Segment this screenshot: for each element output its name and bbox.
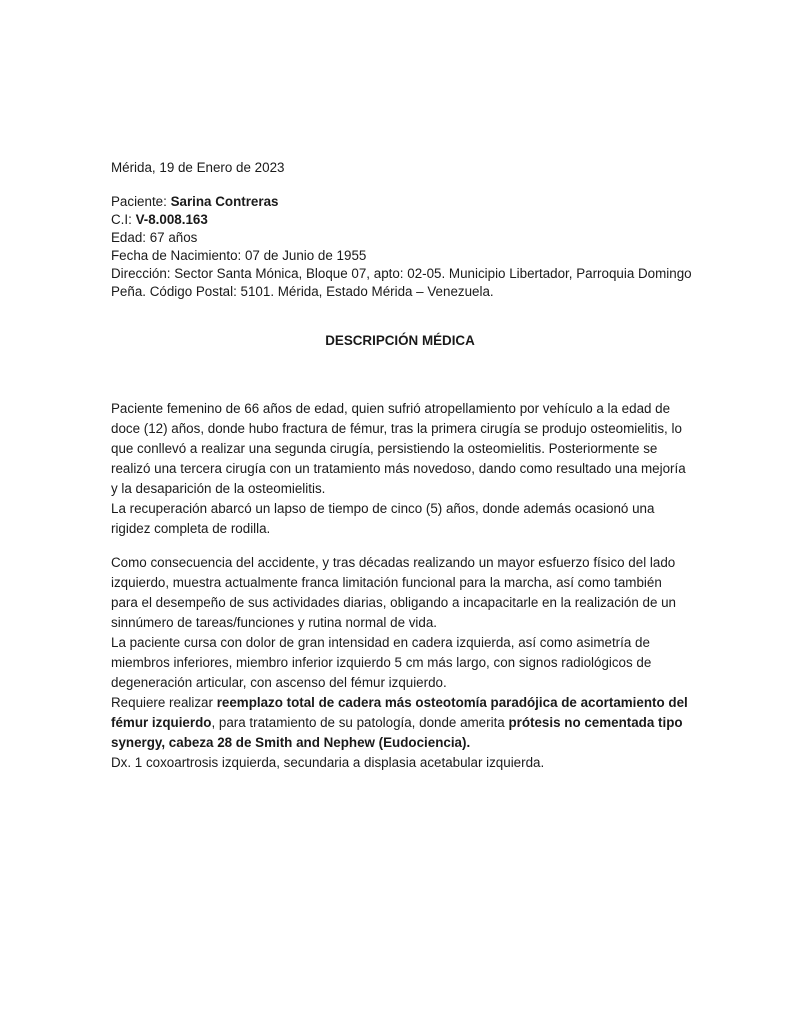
document-title: DESCRIPCIÓN MÉDICA — [325, 333, 475, 348]
procedure-name: reemplazo total de cadera más osteotomía paradójica de acortamiento del fémur izquierdo — [111, 695, 688, 730]
patient-id-label: C.I: — [111, 212, 136, 227]
history-paragraph: Paciente femenino de 66 años de edad, quien sufrió atropellamiento por vehículo a la edad de doce (12) años, donde hubo fractura de fémur, tras la primera cirugía se produjo osteomielitis, lo que conllevó a realizar una segunda cirugía, persistiendo la osteomielitis. Posteriormente se realizó una tercera cirugía con un tratamiento más novedoso, dando como resultado una mejoría y la desaparición de la osteomielitis. — [111, 401, 686, 496]
patient-name-label: Paciente: — [111, 194, 171, 209]
recovery-paragraph: La recuperación abarcó un lapso de tiempo de cinco (5) años, donde además ocasionó una rigidez completa de rodilla. — [111, 501, 655, 536]
symptoms-paragraph: La paciente cursa con dolor de gran intensidad en cadera izquierda, así como asimetría de miembros inferiores, miembro inferior izquierdo 5 cm más largo, con signos radiológicos de degeneración articular, con ascenso del fémur izquierdo. — [111, 635, 652, 690]
patient-id: V-8.008.163 — [135, 212, 208, 227]
patient-id-line — [111, 211, 692, 229]
treatment-purpose: , para tratamiento de su patología, donde amerita — [211, 715, 509, 730]
patient-address-line-1: Dirección: Sector Santa Mónica, Bloque 07, apto: 02-05. Municipio Libertador, Parroquia Domingo — [111, 266, 692, 281]
patient-birthdate: Fecha de Nacimiento: 07 de Junio de 1955 — [111, 248, 367, 263]
consequence-paragraph: Como consecuencia del accidente, y tras décadas realizando un mayor esfuerzo físico del lado izquierdo, muestra actualmente franca limitación funcional para la marcha, así como también para el desempeño de sus actividades diarias, obligando a incapacitarle en la realización de un sinnúmero de tareas/funciones y rutina normal de vida. — [111, 555, 677, 630]
patient-name: Sarina Contreras — [170, 194, 279, 209]
document-date: Mérida, 19 de Enero de 2023 — [111, 160, 285, 175]
treatment-paragraph — [111, 693, 691, 753]
patient-info-block — [111, 193, 692, 301]
treatment-intro: Requiere realizar — [111, 695, 217, 710]
patient-name-line — [111, 193, 692, 211]
patient-age: Edad: 67 años — [111, 230, 198, 245]
current-condition-section — [111, 553, 691, 773]
prosthesis-spec: prótesis no cementada tipo synergy, cabeza 28 de Smith and Nephew (Eudociencia). — [111, 715, 683, 750]
diagnosis-paragraph: Dx. 1 coxoartrosis izquierda, secundaria a displasia acetabular izquierda. — [111, 755, 545, 770]
history-section — [111, 399, 691, 539]
patient-address-line-2: Peña. Código Postal: 5101. Mérida, Estado Mérida – Venezuela. — [111, 284, 494, 299]
